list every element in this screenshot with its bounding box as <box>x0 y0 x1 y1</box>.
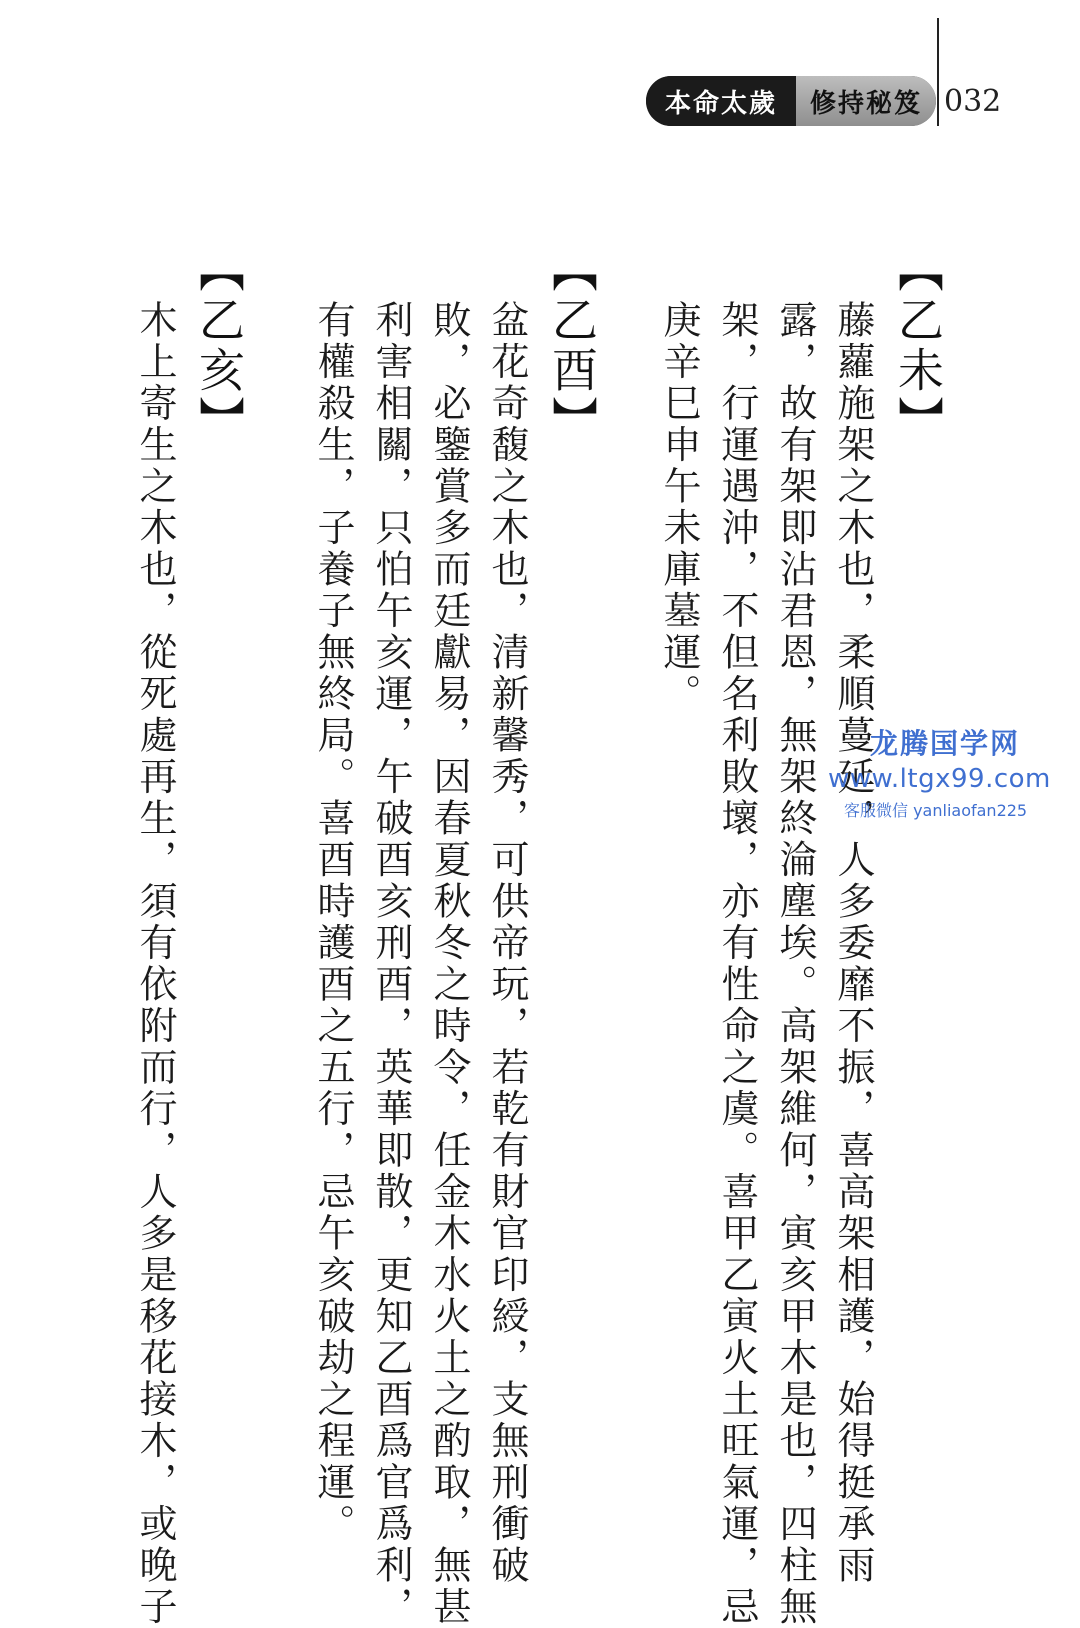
running-header <box>646 76 936 126</box>
watermark-contact: 客服微信 yanliaofan225 <box>844 801 1028 820</box>
text-column: 有權殺生，子養子無終局。喜酉時護酉之五行，忌午亥破劫之程運。 <box>311 300 355 1545</box>
section-heading-yiyou: 【乙酉】 <box>545 246 599 446</box>
text-column: 露，故有架即沾君恩，無架終淪塵埃。高架維何，寅亥甲木是也，四柱無 <box>773 300 817 1628</box>
text-column: 盆花奇馥之木也，清新馨秀，可供帝玩，若乾有財官印綬，支無刑衝破 <box>485 300 529 1587</box>
watermark-name: 龙腾国学网 <box>870 727 1021 760</box>
text-column: 架，行運遇沖，不但名利敗壞，亦有性命之虞。喜甲乙寅火土旺氣運，忌 <box>715 300 759 1628</box>
watermark-url: www.ltgx99.com <box>828 764 1051 794</box>
header-divider <box>937 18 939 126</box>
text-column: 庚辛巳申午未庫墓運。 <box>657 300 701 715</box>
text-column: 敗，必鑒賞多而廷獻易，因春夏秋冬之時令，任金木水火土之酌取，無甚 <box>427 300 471 1628</box>
section-heading-yihai: 【乙亥】 <box>192 246 246 446</box>
section-heading-yiwei: 【乙未】 <box>891 246 945 446</box>
page-number: 032 <box>944 84 1002 119</box>
watermark <box>828 722 1068 821</box>
text-column: 利害相關，只怕午亥運，午破酉亥刑酉，英華即散，更知乙酉爲官爲利， <box>369 300 413 1628</box>
text-column: 藤蘿施架之木也，柔順蔓延，人多委靡不振，喜高架相護，始得挺承雨 <box>831 300 875 1587</box>
book-title-sub: 修持秘笈 <box>796 76 936 126</box>
book-title-main: 本命太歲 <box>646 76 796 126</box>
text-column: 木上寄生之木也，從死處再生，須有依附而行，人多是移花接木，或晚子 <box>133 300 177 1628</box>
